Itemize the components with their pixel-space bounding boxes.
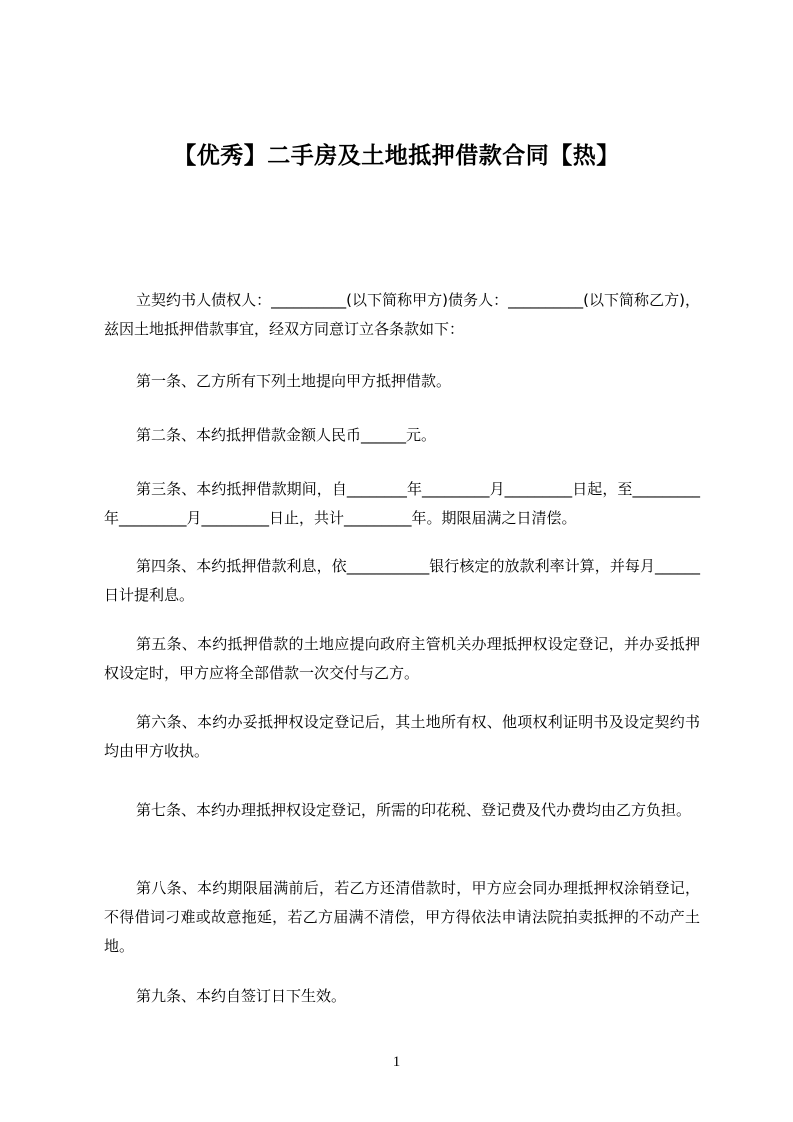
paragraph-preamble: 立契约书人债权人：__________(以下简称甲方)债务人：__________(以下简称乙方)，兹因土地抵押借款事宜，经双方同意订立各条款如下：: [104, 291, 700, 338]
document-title: 【优秀】二手房及土地抵押借款合同【热】: [173, 143, 620, 169]
paragraph-article-3: 第三条、本约抵押借款期间，自________年_________月_________日起，至_________年_________月_________日止，共计_________年。期限届满之日清偿。: [104, 480, 700, 527]
paragraph-article-6: 第六条、本约办妥抵押权设定登记后，其土地所有权、他项权利证明书及设定契约书均由甲方收执。: [104, 713, 700, 760]
page-number: 1: [392, 1054, 401, 1070]
paragraph-article-5: 第五条、本约抵押借款的土地应提向政府主管机关办理抵押权设定登记，并办妥抵押权设定时，甲方应将全部借款一次交付与乙方。: [104, 635, 700, 682]
paragraph-article-4: 第四条、本约抵押借款利息，依___________银行核定的放款利率计算，并每月______日计提利息。: [104, 557, 700, 604]
paragraph-article-2: 第二条、本约抵押借款金额人民币______元。: [136, 426, 437, 444]
paragraph-article-1: 第一条、乙方所有下列土地提向甲方抵押借款。: [136, 372, 452, 390]
paragraph-article-7: 第七条、本约办理抵押权设定登记，所需的印花税、登记费及代办费均由乙方负担。: [136, 801, 692, 819]
paragraph-article-9: 第九条、本约自签订日下生效。: [136, 987, 347, 1005]
paragraph-article-8: 第八条、本约期限届满前后，若乙方还清借款时，甲方应会同办理抵押权涂销登记，不得借词刁难或故意拖延，若乙方届满不清偿，甲方得依法申请法院拍卖抵押的不动产土地。: [104, 879, 700, 955]
